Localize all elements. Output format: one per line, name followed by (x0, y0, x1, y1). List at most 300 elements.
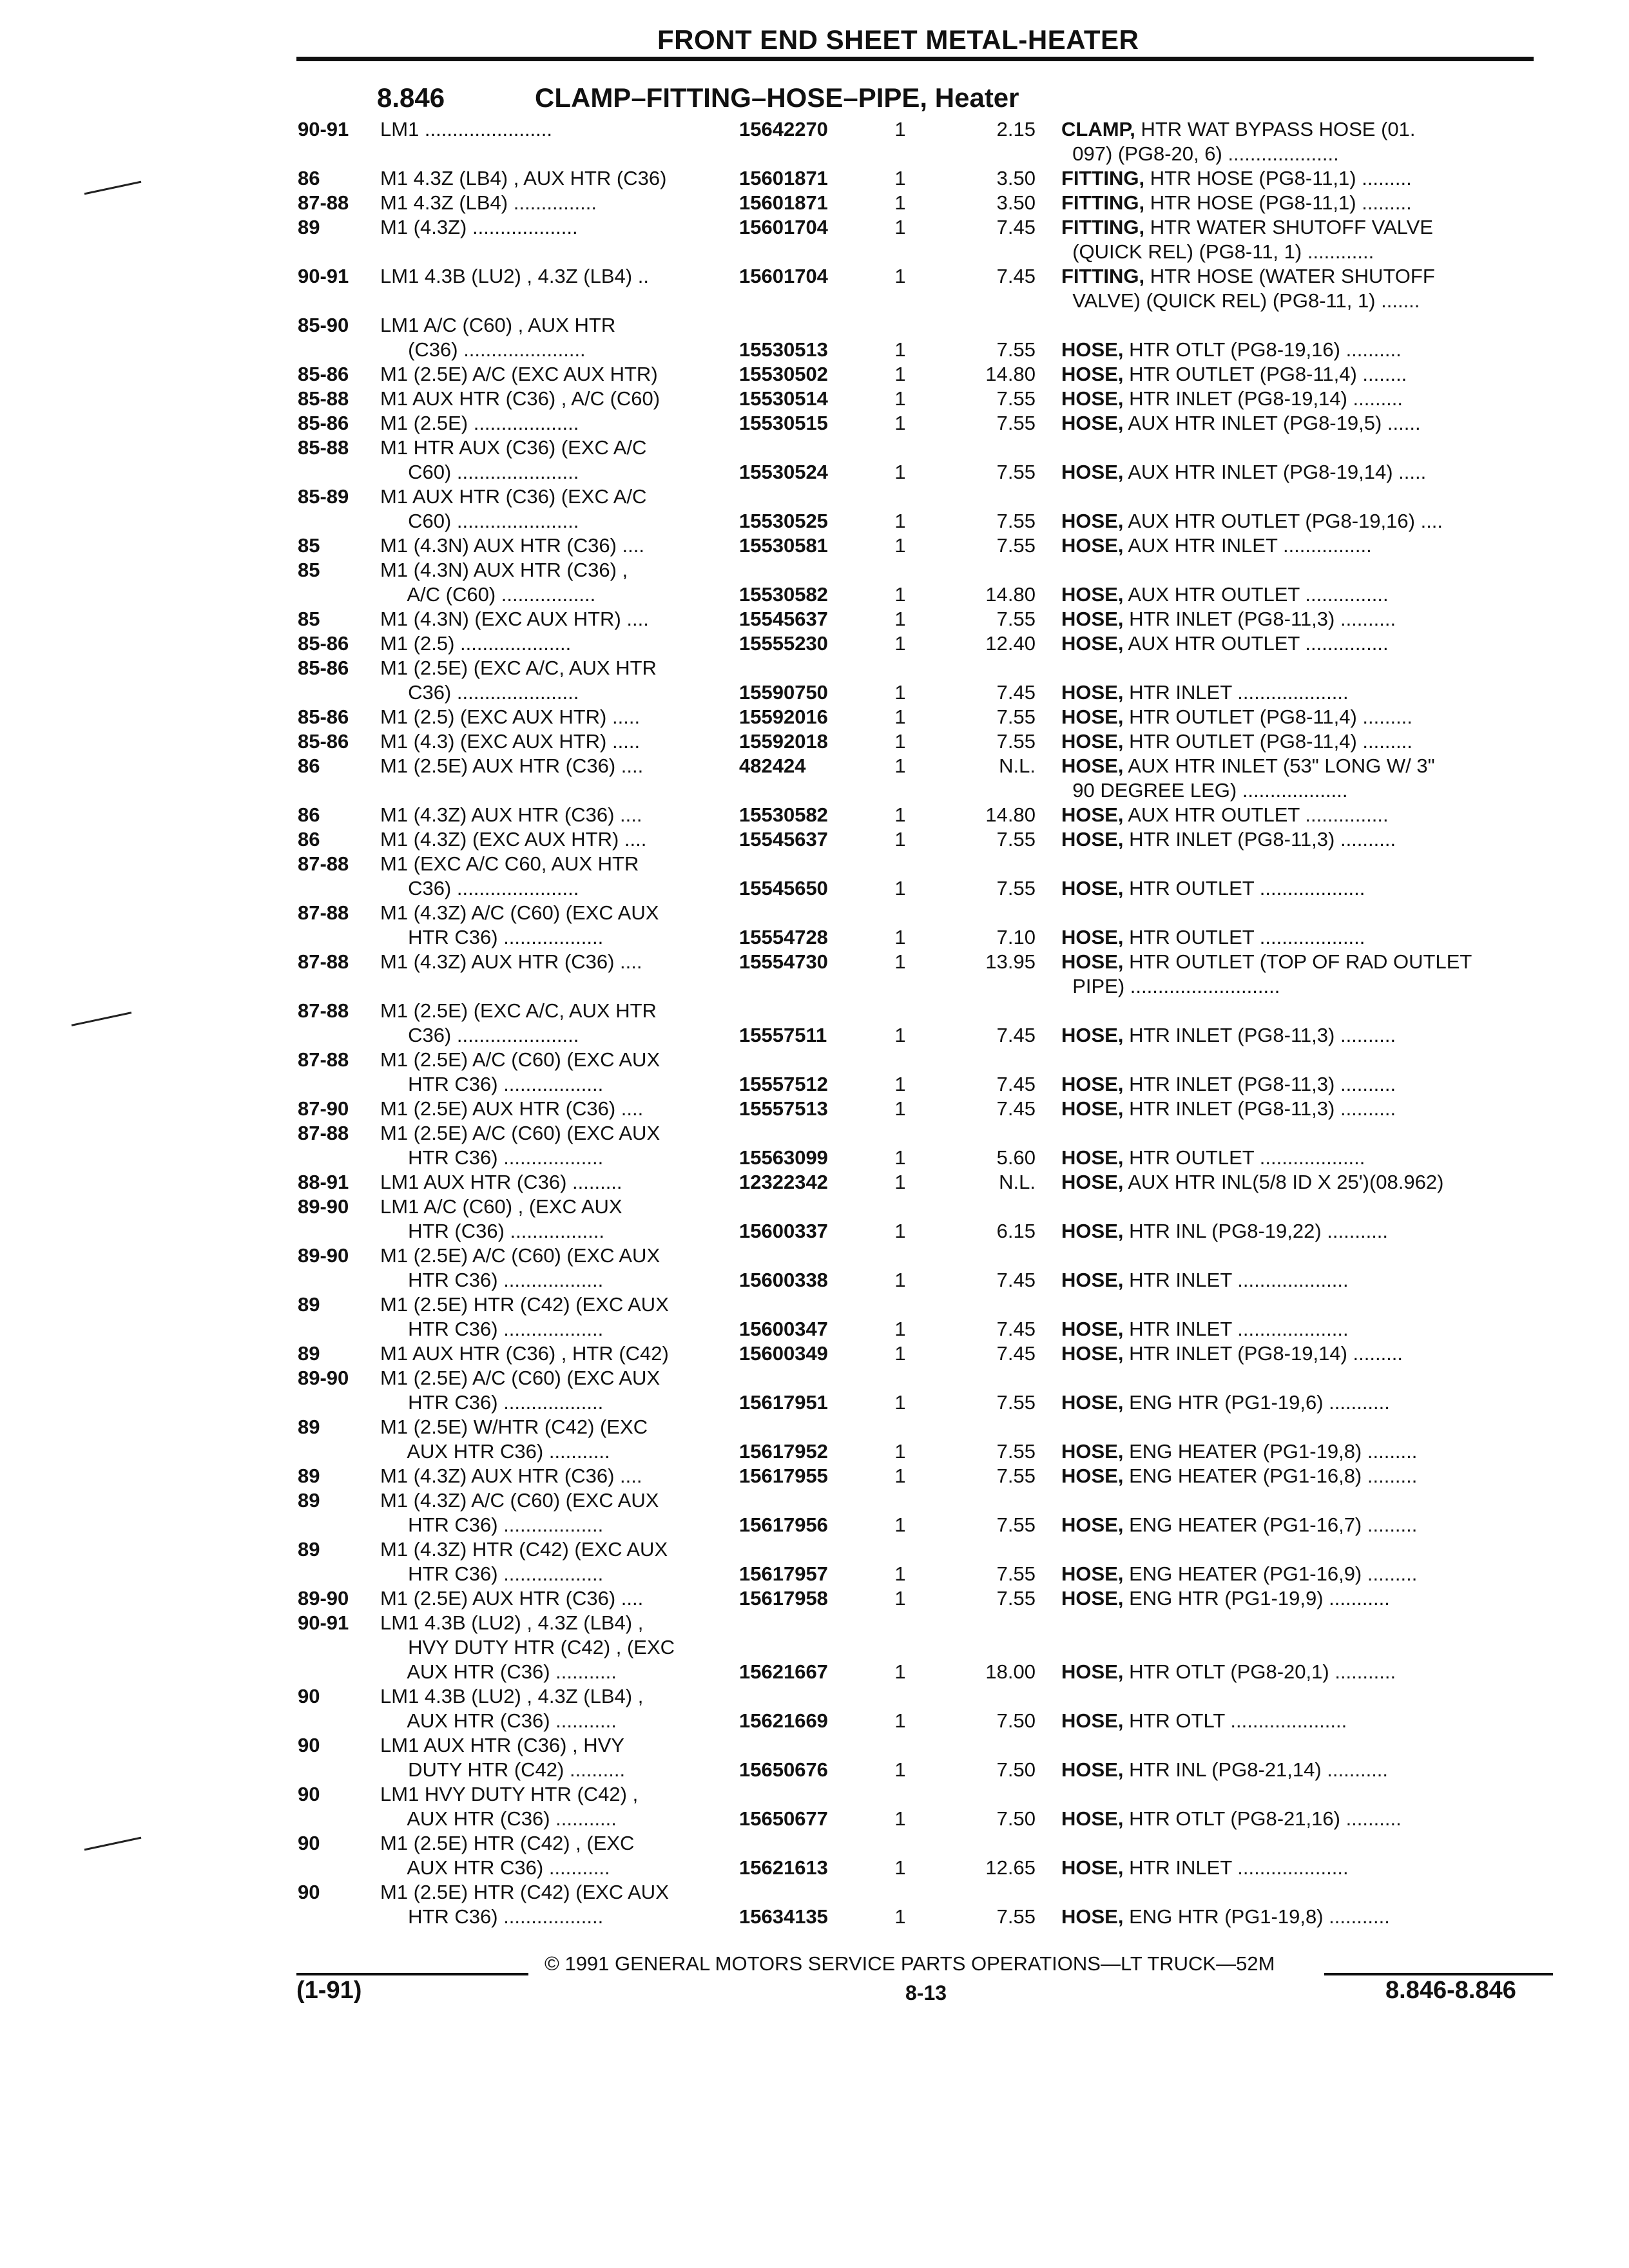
description-keyword: HOSE, (1061, 1097, 1124, 1120)
price: 13.95 (985, 950, 1036, 973)
table-row (298, 1195, 1535, 1244)
year-range: 89 (298, 1538, 320, 1561)
part-description (1061, 925, 1538, 950)
model-line: M1 (4.3N) AUX HTR (C36) .... (380, 534, 644, 557)
part-description (1061, 607, 1538, 631)
description-keyword: HOSE, (1061, 706, 1124, 728)
part-description (1061, 1905, 1538, 1929)
year-range: 86 (298, 803, 320, 826)
price: 7.55 (996, 1391, 1036, 1414)
quantity: 1 (894, 803, 906, 826)
description-keyword: HOSE, (1061, 950, 1124, 973)
price: 7.55 (996, 828, 1036, 850)
part-number: 15621613 (739, 1856, 828, 1879)
table-row (298, 1293, 1535, 1341)
part-description (1061, 1464, 1538, 1488)
description-line (1061, 1586, 1538, 1611)
quantity: 1 (894, 191, 906, 214)
model-application (380, 1341, 1012, 1366)
table-row (298, 117, 1535, 166)
part-description (1061, 1097, 1538, 1121)
description-line: 097) (PG8-20, 6) .................... (1061, 142, 1339, 165)
table-row (298, 191, 1535, 215)
year-range: 89-90 (298, 1195, 349, 1218)
part-number: 15545637 (739, 608, 828, 630)
description-keyword: HOSE, (1061, 877, 1124, 899)
model-application (380, 607, 1012, 631)
table-row (298, 558, 1535, 607)
description-text: ENG HEATER (PG1-19,8) ......... (1123, 1440, 1418, 1463)
price: 7.50 (996, 1758, 1036, 1781)
quantity: 1 (894, 1514, 906, 1536)
year-range: 85-86 (298, 706, 349, 728)
quantity: 1 (894, 1758, 906, 1781)
description-keyword: HOSE, (1061, 412, 1124, 434)
description-text: HTR OUTLET ................... (1123, 1146, 1365, 1169)
model-line: LM1 HVY DUTY HTR (C42) , (380, 1783, 639, 1805)
model-line: M1 (2.5E) A/C (EXC AUX HTR) (380, 363, 658, 385)
description-line (1061, 411, 1538, 436)
model-line: M1 (2.5E) HTR (C42) , (EXC (380, 1832, 635, 1854)
model-line: DUTY HTR (C42) .......... (380, 1758, 626, 1781)
part-description (1061, 680, 1538, 705)
price: 7.55 (996, 1905, 1036, 1928)
quantity: 1 (894, 1097, 906, 1120)
price: 12.65 (985, 1856, 1036, 1879)
table-row (298, 533, 1535, 558)
part-number: 15621669 (739, 1709, 828, 1732)
description-line (1061, 191, 1538, 215)
model-line: M1 (2.5) (EXC AUX HTR) ..... (380, 706, 641, 728)
model-line: C36) ...................... (380, 877, 579, 899)
year-range: 85 (298, 559, 320, 581)
part-number: 15545637 (739, 828, 828, 850)
model-line: M1 (4.3Z) A/C (C60) (EXC AUX (380, 1489, 659, 1512)
description-keyword: HOSE, (1061, 1562, 1124, 1585)
description-text: HTR OUTLET ................... (1123, 926, 1365, 948)
price: 3.50 (996, 167, 1036, 189)
quantity: 1 (894, 1318, 906, 1340)
table-row (298, 1097, 1535, 1121)
description-text: HTR INLET (PG8-11,3) .......... (1123, 1024, 1396, 1046)
description-text: HTR WAT BYPASS HOSE (01. (1135, 118, 1416, 140)
quantity: 1 (894, 950, 906, 973)
part-number: 15555230 (739, 632, 828, 655)
footer-rule-left (296, 1973, 528, 1975)
year-range: 89 (298, 1465, 320, 1487)
description-line (1061, 387, 1538, 411)
description-keyword: HOSE, (1061, 1758, 1124, 1781)
part-description (1061, 117, 1538, 166)
description-keyword: HOSE, (1061, 1905, 1124, 1928)
model-application (380, 411, 1012, 436)
part-number: 15530582 (739, 803, 828, 826)
description-line (1061, 631, 1538, 656)
description-keyword: HOSE, (1061, 363, 1124, 385)
description-keyword: HOSE, (1061, 1856, 1124, 1879)
part-description (1061, 338, 1538, 362)
quantity: 1 (894, 1391, 906, 1414)
model-application (380, 1121, 1012, 1170)
model-line: HTR C36) .................. (380, 1514, 604, 1536)
part-description (1061, 1562, 1538, 1586)
model-application (380, 1586, 1012, 1611)
table-row (298, 1880, 1535, 1929)
description-keyword: HOSE, (1061, 754, 1124, 777)
model-line: M1 (2.5E) W/HTR (C42) (EXC (380, 1416, 648, 1438)
description-keyword: HOSE, (1061, 681, 1124, 704)
model-application (380, 1880, 1012, 1929)
part-description (1061, 460, 1538, 485)
model-line: M1 (2.5E) A/C (C60) (EXC AUX (380, 1122, 660, 1144)
part-number: 15592018 (739, 730, 828, 753)
table-row (298, 1244, 1535, 1293)
description-text: ENG HEATER (PG1-16,7) ......... (1123, 1514, 1418, 1536)
part-number: 15600338 (739, 1269, 828, 1291)
model-application (380, 901, 1012, 950)
quantity: 1 (894, 706, 906, 728)
model-line: M1 AUX HTR (C36) (EXC A/C (380, 485, 647, 508)
quantity: 1 (894, 534, 906, 557)
description-line (1061, 1097, 1538, 1121)
part-number: 15530513 (739, 338, 828, 361)
section-title: CLAMP–FITTING–HOSE–PIPE, Heater (535, 82, 1019, 113)
year-range: 90 (298, 1881, 320, 1903)
part-number: 15600349 (739, 1342, 828, 1365)
table-row (298, 754, 1535, 803)
description-keyword: HOSE, (1061, 387, 1124, 410)
description-text: HTR OUTLET (PG8-11,4) ........ (1123, 363, 1407, 385)
model-line: M1 AUX HTR (C36) , HTR (C42) (380, 1342, 669, 1365)
description-line (1061, 827, 1538, 852)
description-line (1061, 1758, 1538, 1782)
year-range: 86 (298, 754, 320, 777)
table-row (298, 705, 1535, 729)
description-keyword: FITTING, (1061, 216, 1145, 238)
model-application (380, 485, 1012, 533)
description-text: HTR INLET .................... (1123, 1856, 1349, 1879)
description-text: AUX HTR INLET (PG8-19,14) ..... (1123, 461, 1427, 483)
price: 7.55 (996, 1514, 1036, 1536)
price: 7.45 (996, 1024, 1036, 1046)
description-text: AUX HTR INLET ................ (1123, 534, 1372, 557)
description-keyword: HOSE, (1061, 632, 1124, 655)
table-row (298, 1415, 1535, 1464)
part-description (1061, 1390, 1538, 1415)
year-range: 87-88 (298, 999, 349, 1022)
part-description (1061, 1758, 1538, 1782)
part-number: 15601871 (739, 191, 828, 214)
model-application (380, 1195, 1012, 1244)
part-number: 15554730 (739, 950, 828, 973)
part-description (1061, 1807, 1538, 1831)
quantity: 1 (894, 730, 906, 753)
model-application (380, 803, 1012, 827)
description-keyword: HOSE, (1061, 461, 1124, 483)
part-description (1061, 215, 1538, 264)
model-application (380, 1048, 1012, 1097)
model-line: M1 (4.3Z) HTR (C42) (EXC AUX (380, 1538, 668, 1561)
description-keyword: HOSE, (1061, 926, 1124, 948)
description-text: HTR INL (PG8-21,14) ........... (1123, 1758, 1389, 1781)
part-description (1061, 362, 1538, 387)
description-line (1061, 950, 1538, 974)
year-range: 89 (298, 216, 320, 238)
year-range: 85-89 (298, 485, 349, 508)
description-keyword: HOSE, (1061, 1318, 1124, 1340)
part-number: 15601704 (739, 265, 828, 287)
part-number: 15530524 (739, 461, 828, 483)
quantity: 1 (894, 1073, 906, 1095)
model-application (380, 1293, 1012, 1341)
part-number: 15621667 (739, 1660, 828, 1683)
description-keyword: HOSE, (1061, 828, 1124, 850)
model-application (380, 1415, 1012, 1464)
year-range: 89 (298, 1416, 320, 1438)
model-line: M1 (4.3Z) ................... (380, 216, 578, 238)
model-line: M1 (2.5E) ................... (380, 412, 579, 434)
table-row (298, 1831, 1535, 1880)
model-line: LM1 4.3B (LU2) , 4.3Z (LB4) .. (380, 265, 649, 287)
model-line: M1 (2.5E) (EXC A/C, AUX HTR (380, 999, 657, 1022)
price: 7.55 (996, 877, 1036, 899)
description-line (1061, 1807, 1538, 1831)
quantity: 1 (894, 1024, 906, 1046)
description-line (1061, 876, 1538, 901)
quantity: 1 (894, 681, 906, 704)
description-line (1061, 1439, 1538, 1464)
price: 7.55 (996, 338, 1036, 361)
price: 12.40 (985, 632, 1036, 655)
price: 7.55 (996, 608, 1036, 630)
part-number: 15557513 (739, 1097, 828, 1120)
year-range: 85-86 (298, 730, 349, 753)
quantity: 1 (894, 1269, 906, 1291)
description-text: AUX HTR OUTLET ............... (1123, 583, 1389, 606)
description-line (1061, 803, 1538, 827)
description-keyword: HOSE, (1061, 1269, 1124, 1291)
model-application (380, 387, 1012, 411)
model-line: C60) ...................... (380, 510, 579, 532)
model-application (380, 1170, 1012, 1195)
section-number: 8.846 (377, 82, 445, 113)
description-text: HTR HOSE (WATER SHUTOFF (1144, 265, 1435, 287)
description-text: HTR OTLT (PG8-21,16) .......... (1123, 1807, 1402, 1830)
model-line: A/C (C60) ................. (380, 583, 596, 606)
table-row (298, 1366, 1535, 1415)
part-description (1061, 411, 1538, 436)
model-application (380, 1097, 1012, 1121)
part-description (1061, 1268, 1538, 1293)
quantity: 1 (894, 1562, 906, 1585)
model-line: M1 (2.5E) HTR (C42) (EXC AUX (380, 1293, 669, 1316)
description-keyword: FITTING, (1061, 167, 1145, 189)
part-description (1061, 387, 1538, 411)
model-line: M1 (2.5) .................... (380, 632, 572, 655)
quantity: 1 (894, 1465, 906, 1487)
year-range: 85 (298, 534, 320, 557)
description-text: AUX HTR INLET (53" LONG W/ 3" (1123, 754, 1435, 777)
description-text: HTR OTLT ..................... (1123, 1709, 1347, 1732)
year-range: 89-90 (298, 1367, 349, 1389)
model-application (380, 1366, 1012, 1415)
year-range: 85-86 (298, 363, 349, 385)
model-application (380, 362, 1012, 387)
description-line (1061, 1219, 1538, 1244)
model-line: (C36) ...................... (380, 338, 586, 361)
year-range: 85 (298, 608, 320, 630)
page-number: 8-13 (905, 1981, 947, 2004)
description-line (1061, 582, 1538, 607)
description-text: ENG HTR (PG1-19,6) ........... (1123, 1391, 1390, 1414)
model-line: M1 (2.5E) AUX HTR (C36) .... (380, 1097, 644, 1120)
model-application (380, 705, 1012, 729)
description-text: HTR INLET (PG8-11,3) .......... (1123, 828, 1396, 850)
price: 7.50 (996, 1807, 1036, 1830)
model-line: LM1 A/C (C60) , AUX HTR (380, 314, 616, 336)
margin-mark (84, 1837, 142, 1851)
description-keyword: HOSE, (1061, 1220, 1124, 1242)
model-application (380, 1831, 1012, 1880)
quantity: 1 (894, 118, 906, 140)
model-line: C36) ...................... (380, 1024, 579, 1046)
description-text: HTR HOSE (PG8-11,1) ......... (1144, 191, 1412, 214)
description-text: AUX HTR INL(5/8 ID X 25')(08.962) (1123, 1171, 1444, 1193)
year-range: 87-88 (298, 1048, 349, 1071)
part-description (1061, 729, 1538, 754)
description-text: AUX HTR OUTLET (PG8-19,16) .... (1123, 510, 1443, 532)
description-keyword: HOSE, (1061, 1807, 1124, 1830)
price: N.L. (999, 754, 1036, 777)
model-line: M1 (4.3N) AUX HTR (C36) , (380, 559, 628, 581)
description-text: ENG HEATER (PG1-16,8) ......... (1123, 1465, 1418, 1487)
year-range: 87-88 (298, 1122, 349, 1144)
quantity: 1 (894, 828, 906, 850)
year-range: 85-88 (298, 436, 349, 459)
part-number: 15557512 (739, 1073, 828, 1095)
description-line (1061, 1317, 1538, 1341)
year-range: 89 (298, 1342, 320, 1365)
model-application (380, 1733, 1012, 1782)
description-text: HTR OUTLET (PG8-11,4) ......... (1123, 730, 1412, 753)
description-text: HTR INLET (PG8-11,3) .......... (1123, 608, 1396, 630)
part-number: 15617952 (739, 1440, 828, 1463)
model-application (380, 1488, 1012, 1537)
part-description (1061, 1023, 1538, 1048)
model-line: HTR C36) .................. (380, 1269, 604, 1291)
model-line: HTR (C36) ................. (380, 1220, 604, 1242)
year-range: 90 (298, 1685, 320, 1707)
table-row (298, 387, 1535, 411)
description-line (1061, 925, 1538, 950)
copyright-line: © 1991 GENERAL MOTORS SERVICE PARTS OPERATIONS—LT TRUCK—52M (545, 1952, 1275, 1975)
model-line: M1 (2.5E) HTR (C42) (EXC AUX (380, 1881, 669, 1903)
part-number: 15617956 (739, 1514, 828, 1536)
model-line: LM1 4.3B (LU2) , 4.3Z (LB4) , (380, 1685, 644, 1707)
part-number: 15601871 (739, 167, 828, 189)
description-line (1061, 1513, 1538, 1537)
quantity: 1 (894, 1660, 906, 1683)
description-text: HTR INLET (PG8-11,3) .......... (1123, 1073, 1396, 1095)
model-line: C60) ...................... (380, 461, 579, 483)
price: 7.45 (996, 265, 1036, 287)
model-line: M1 (EXC A/C C60, AUX HTR (380, 852, 639, 875)
model-line: M1 4.3Z (LB4) , AUX HTR (C36) (380, 167, 667, 189)
model-line: AUX HTR (C36) ........... (380, 1807, 617, 1830)
table-row (298, 1733, 1535, 1782)
model-application (380, 729, 1012, 754)
model-line: M1 (2.5E) AUX HTR (C36) .... (380, 754, 644, 777)
description-keyword: CLAMP, (1061, 118, 1135, 140)
price: 5.60 (996, 1146, 1036, 1169)
description-line (1061, 1905, 1538, 1929)
year-range: 85-86 (298, 632, 349, 655)
price: 7.45 (996, 1097, 1036, 1120)
quantity: 1 (894, 1807, 906, 1830)
model-application (380, 166, 1012, 191)
price: 7.55 (996, 534, 1036, 557)
price: 2.15 (996, 118, 1036, 140)
model-line: M1 (4.3Z) (EXC AUX HTR) .... (380, 828, 647, 850)
description-text: HTR INLET .................... (1123, 1269, 1349, 1291)
year-range: 89-90 (298, 1587, 349, 1610)
margin-mark (72, 1012, 132, 1026)
year-range: 86 (298, 828, 320, 850)
quantity: 1 (894, 510, 906, 532)
price: 3.50 (996, 191, 1036, 214)
table-row (298, 215, 1535, 264)
part-number: 15530581 (739, 534, 828, 557)
description-line (1061, 166, 1538, 191)
table-row (298, 1464, 1535, 1488)
margin-mark (84, 181, 142, 195)
part-description (1061, 705, 1538, 729)
part-number: 12322342 (739, 1171, 828, 1193)
quantity: 1 (894, 1171, 906, 1193)
part-number: 15617957 (739, 1562, 828, 1585)
description-line (1061, 533, 1538, 558)
year-range: 89 (298, 1489, 320, 1512)
model-application (380, 215, 1012, 240)
part-description (1061, 1170, 1538, 1195)
description-text: HTR OTLT (PG8-19,16) .......... (1123, 338, 1402, 361)
description-text: HTR OUTLET ................... (1123, 877, 1365, 899)
table-row (298, 1586, 1535, 1611)
description-line (1061, 1856, 1538, 1880)
quantity: 1 (894, 926, 906, 948)
table-row (298, 1537, 1535, 1586)
part-description (1061, 191, 1538, 215)
description-line (1061, 264, 1538, 289)
part-number: 15590750 (739, 681, 828, 704)
description-keyword: HOSE, (1061, 608, 1124, 630)
quantity: 1 (894, 1587, 906, 1610)
table-row (298, 264, 1535, 313)
table-row (298, 852, 1535, 901)
price: 7.50 (996, 1709, 1036, 1732)
part-number: 15617955 (739, 1465, 828, 1487)
year-range: 87-88 (298, 950, 349, 973)
part-description (1061, 1439, 1538, 1464)
model-application (380, 950, 1012, 974)
part-number: 15617951 (739, 1391, 828, 1414)
description-line (1061, 729, 1538, 754)
quantity: 1 (894, 1856, 906, 1879)
model-line: M1 (2.5E) (EXC A/C, AUX HTR (380, 657, 657, 679)
model-line: AUX HTR (C36) ........... (380, 1660, 617, 1683)
model-application (380, 436, 1012, 485)
model-line: C36) ...................... (380, 681, 579, 704)
